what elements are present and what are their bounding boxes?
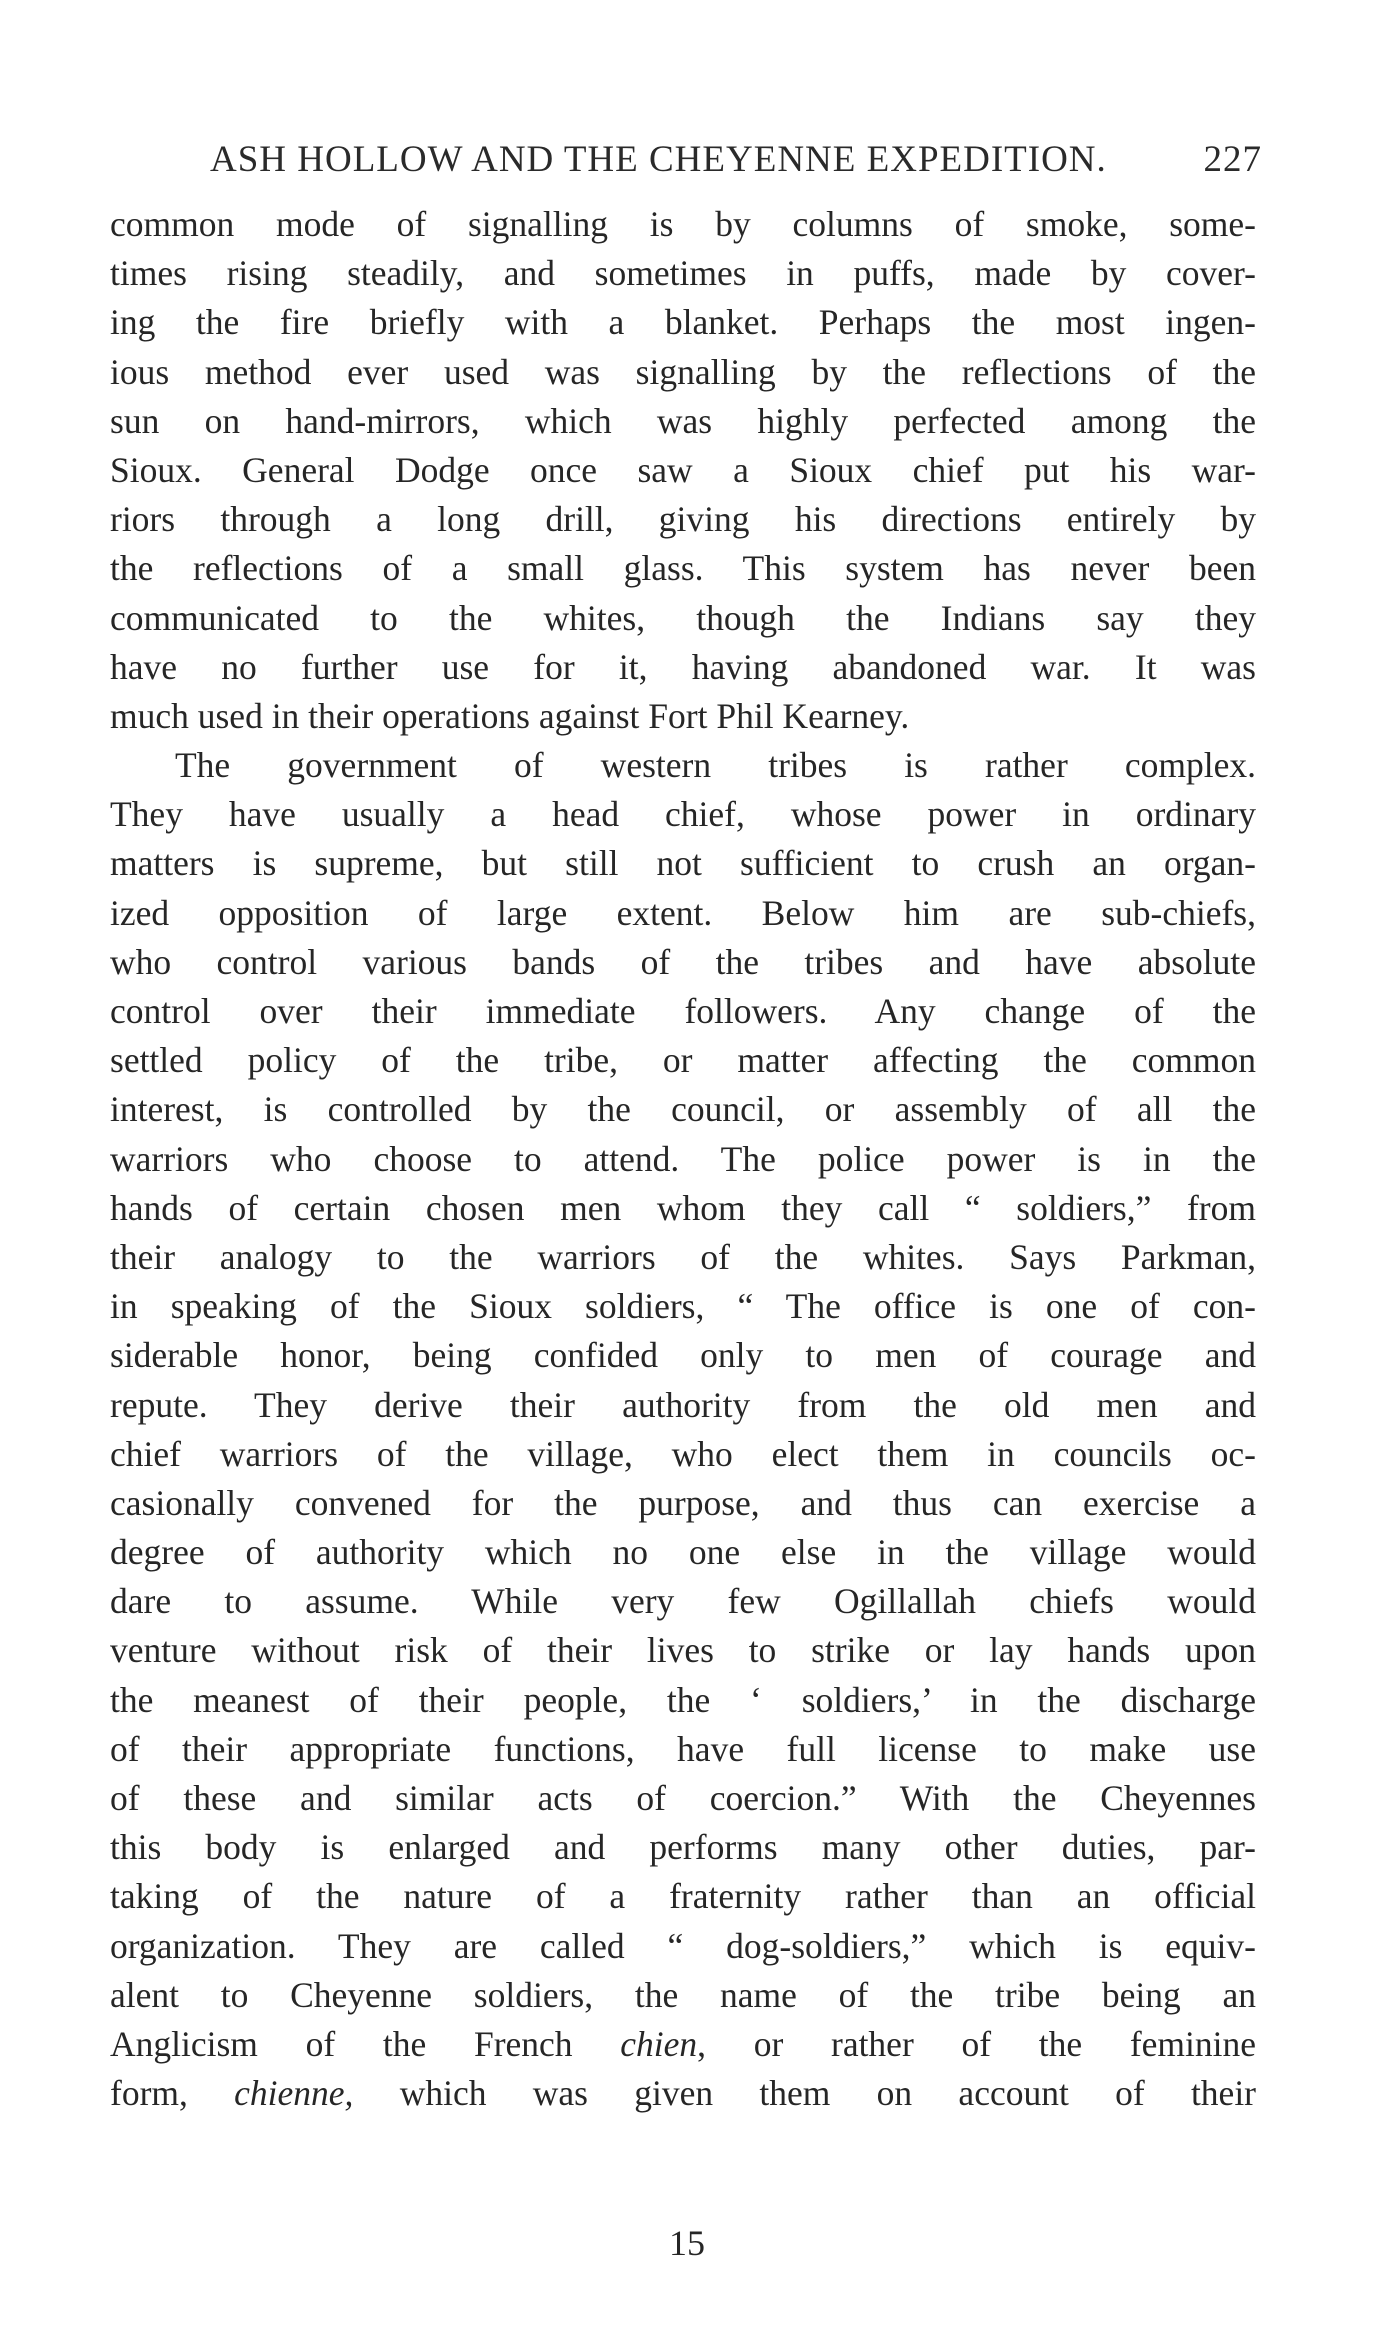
text-line: communicated to the whites, though the Indians say they xyxy=(110,597,1256,638)
text-line: sun on hand-mirrors, which was highly perfected among the xyxy=(110,400,1256,441)
text-line: chief warriors of the village, who elect them in councils oc- xyxy=(110,1433,1256,1474)
text-line: of their appropriate functions, have full license to make use xyxy=(110,1728,1256,1769)
text-line xyxy=(110,2020,1256,2069)
text-line: have no further use for it, having abandoned war. It was xyxy=(110,646,1256,687)
paragraph-first-line: The government of western tribes is rather complex. xyxy=(175,745,1256,786)
text-line: organization. They are called “ dog-soldiers,” which is equiv- xyxy=(110,1925,1256,1966)
text-line: ious method ever used was signalling by the reflections of the xyxy=(110,351,1256,392)
text-line: siderable honor, being confided only to men of courage and xyxy=(110,1335,1256,1376)
text-line: alent to Cheyenne soldiers, the name of the tribe being an xyxy=(110,1974,1256,2015)
text-line: their analogy to the warriors of the whites. Says Parkman, xyxy=(110,1236,1256,1277)
text-line: riors through a long drill, giving his directions entirely by xyxy=(110,499,1256,540)
text-line: who control various bands of the tribes and have absolute xyxy=(110,941,1256,982)
text-line: the meanest of their people, the ‘ soldiers,’ in the discharge xyxy=(110,1679,1256,1720)
text-line: hands of certain chosen men whom they call “ soldiers,” from xyxy=(110,1187,1256,1228)
text-line: dare to assume. While very few Ogillallah chiefs would xyxy=(110,1581,1256,1622)
text-line: venture without risk of their lives to strike or lay hands upon xyxy=(110,1630,1256,1671)
running-head xyxy=(210,138,1262,182)
text-line: ized opposition of large extent. Below him are sub-chiefs, xyxy=(110,892,1256,933)
text-line: casionally convened for the purpose, and thus can exercise a xyxy=(110,1482,1256,1523)
text-line: matters is supreme, but still not sufficient to crush an organ- xyxy=(110,843,1256,884)
text-segment: form, xyxy=(110,2073,235,2114)
paragraph-last-line: much used in their operations against Fort Phil Kearney. xyxy=(110,695,910,736)
text-segment: , or rather of the feminine xyxy=(697,2023,1256,2064)
italic-word: chien xyxy=(620,2023,698,2064)
text-line: this body is enlarged and performs many other duties, par- xyxy=(110,1827,1256,1868)
text-line: repute. They derive their authority from the old men and xyxy=(110,1384,1256,1425)
text-line: settled policy of the tribe, or matter affecting the common xyxy=(110,1040,1256,1081)
italic-word: chienne, xyxy=(234,2073,354,2114)
body-text xyxy=(110,200,1256,2118)
text-line: Sioux. General Dodge once saw a Sioux chief put his war- xyxy=(110,449,1256,490)
text-line xyxy=(110,2069,1256,2118)
text-line: ing the fire briefly with a blanket. Perhaps the most ingen- xyxy=(110,302,1256,343)
text-line: control over their immediate followers. Any change of the xyxy=(110,991,1256,1031)
text-line: They have usually a head chief, whose power in ordinary xyxy=(110,794,1256,835)
text-segment: which was given them on account of their xyxy=(353,2073,1257,2114)
text-line: warriors who choose to attend. The police power is in the xyxy=(110,1138,1256,1179)
page-number: 227 xyxy=(1203,139,1262,180)
text-line: interest, is controlled by the council, or assembly of all the xyxy=(110,1089,1256,1130)
text-line: common mode of signalling is by columns of smoke, some- xyxy=(110,204,1256,244)
text-line: of these and similar acts of coercion.” With the Cheyennes xyxy=(110,1778,1256,1818)
text-line: the reflections of a small glass. This system has never been xyxy=(110,548,1256,589)
text-segment: Anglicism of the French xyxy=(110,2023,621,2064)
text-line: in speaking of the Sioux soldiers, “ The office is one of con- xyxy=(110,1286,1256,1327)
signature-mark: 15 xyxy=(669,2223,705,2263)
chapter-title: ASH HOLLOW AND THE CHEYENNE EXPEDITION. xyxy=(210,139,1107,180)
text-line: degree of authority which no one else in the village would xyxy=(110,1532,1256,1573)
text-line: times rising steadily, and sometimes in puffs, made by cover- xyxy=(110,253,1256,294)
text-line: taking of the nature of a fraternity rather than an official xyxy=(110,1876,1256,1917)
